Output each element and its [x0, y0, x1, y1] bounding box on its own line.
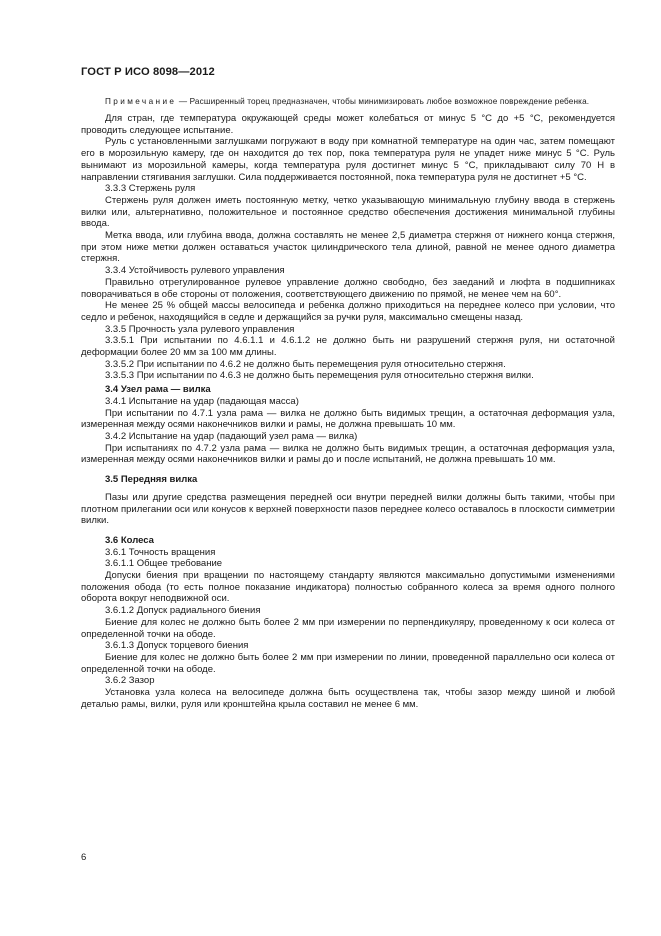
paragraph: Не менее 25 % общей массы велосипеда и ребенка должно приходиться на переднее колесо при условии, что седло и ребенок, находящийся в седле и держащийся за ручки руля, максимально смещены назад. [81, 300, 615, 323]
clause-heading: 3.6.1.3 Допуск торцевого биения [105, 640, 249, 652]
paragraph: Правильно отрегулированное рулевое управление должно свободно, без заеданий и люфта в подшипниках поворачиваться в обе стороны от положения, соответствующего движению по прямой, не менее чем на 60°. [81, 276, 615, 300]
note [81, 96, 615, 107]
paragraph: Метка ввода, или глубина ввода, должна составлять не менее 2,5 диаметра стержня от нижнего конца стержня, при этом ниже метки должен оставаться участок цилиндрического тела длиной, равной не менее одного диаметра стержня. [81, 230, 615, 265]
clause-heading: 3.3.4 Устойчивость рулевого управления [105, 265, 285, 277]
clause-heading: 3.6.1 Точность вращения [105, 546, 216, 558]
paragraph: 3.3.5.3 При испытании по 4.6.3 не должно быть перемещения руля относительно стержня вилки. [105, 370, 534, 382]
document-header: ГОСТ Р ИСО 8098—2012 [81, 66, 215, 78]
paragraph: 3.3.5.2 При испытании по 4.6.2 не должно быть перемещения руля относительно стержня. [105, 358, 506, 370]
clause-heading: 3.3.3 Стержень руля [105, 183, 196, 195]
paragraph: Стержень руля должен иметь постоянную метку, четко указывающую минимальную глубину ввода в стержень вилки или, альтернативно, положительное и постоянное средство обеспечения достижения минимальной глубины ввода. [81, 194, 615, 230]
note-label: Примечание [105, 97, 177, 106]
clause-heading: 3.4.2 Испытание на удар (падающий узел рама — вилка) [105, 430, 358, 442]
paragraph: Пазы или другие средства размещения передней оси внутри передней вилки должны быть такими, чтобы при плотном прилегании оси или конусов к верхней поверхности пазов переднее колесо оставалось в плоскости симметрии вилки. [81, 491, 615, 527]
note-text: — Расширенный торец предназначен, чтобы минимизировать любое возможное повреждение ребенка. [178, 97, 590, 106]
paragraph: Биение для колес не должно быть более 2 мм при измерении по перпендикуляру, проведенному к оси колеса от определенной точки на ободе. [81, 616, 615, 640]
paragraph: Допуски биения при вращении по настоящему стандарту являются максимально допустимыми изменениями положения обода (то есть полное показание индикатора) полностью собранного колеса за время одного полного оборота вокруг неподвижной оси. [81, 570, 615, 605]
paragraph: При испытании по 4.7.1 узла рама — вилка не должно быть видимых трещин, а остаточная деформация узла, измеренная между осями наконечников вилки и рамы, не должна превышать 10 мм. [81, 407, 615, 431]
clause-heading: 3.6.2 Зазор [105, 675, 155, 687]
clause-heading: 3.6.1.2 Допуск радиального биения [105, 605, 261, 617]
paragraph: Биение для колес не должно быть более 2 мм при измерении по линии, проведенной параллельно оси колеса от определенной точки на ободе. [81, 651, 615, 675]
clause-heading: 3.4.1 Испытание на удар (падающая масса) [105, 395, 299, 407]
page-number: 6 [81, 852, 87, 863]
section-heading: 3.6 Колеса [105, 534, 154, 546]
paragraph: При испытаниях по 4.7.2 узла рама — вилка не должно быть видимых трещин, а остаточная деформация узла, измеренная между осями наконечников вилки и рамы до и после испытаний, не должна превышать 10 мм. [81, 442, 615, 466]
paragraph: Для стран, где температура окружающей среды может колебаться от минус 5 °С до +5 °С, рекомендуется проводить следующее испытание. [81, 113, 615, 136]
section-heading: 3.4 Узел рама — вилка [105, 384, 211, 396]
paragraph: 3.3.5.1 При испытании по 4.6.1.1 и 4.6.1.2 не должно быть ни разрушений стержня руля, ни остаточной деформации более 20 мм за 100 мм длины. [81, 335, 615, 359]
section-heading: 3.5 Передняя вилка [105, 474, 198, 486]
document-body [81, 96, 615, 710]
paragraph: Установка узла колеса на велосипеде должна быть осуществлена так, чтобы зазор между шиной и любой деталью рамы, вилки, руля или кронштейна крыла составил не менее 6 мм. [81, 687, 615, 710]
clause-heading: 3.3.5 Прочность узла рулевого управления [105, 323, 295, 335]
clause-heading: 3.6.1.1 Общее требование [105, 558, 223, 570]
paragraph: Руль с установленными заглушками погружают в воду при комнатной температуре на один час, затем помещают его в морозильную камеру, где он находится до тех пор, пока температура руля не упадет ниже минус 5 °С. Руль вынимают из морозильной камеры, когда температура руля достигнет минус 5 °С, прикладывают силу 70 Н в направлении стягивания заглушки. Сила поддерживается постоянной, пока температура руля не достигнет +5 °С. [81, 136, 615, 183]
